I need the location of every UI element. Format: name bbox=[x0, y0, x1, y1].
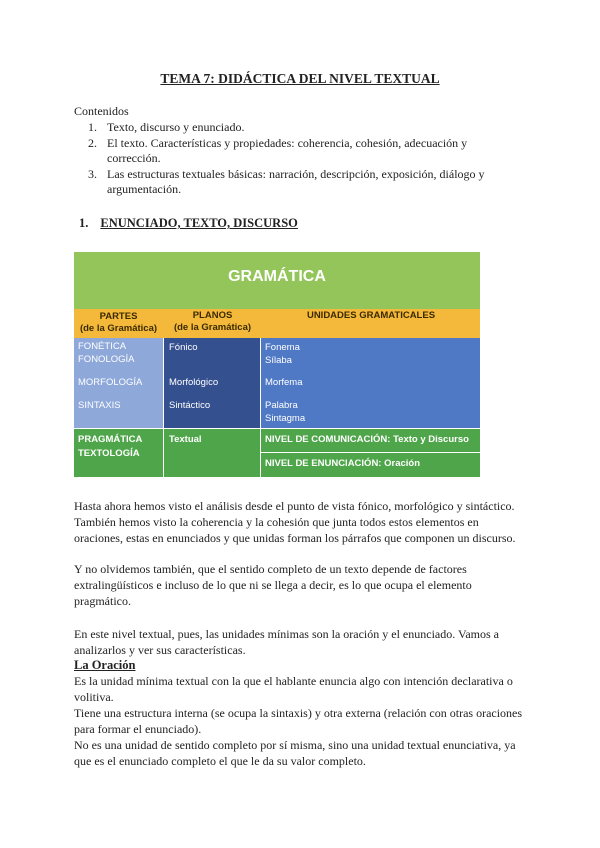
contents-item-number: 3. bbox=[88, 167, 97, 181]
header-planes-sub: (de la Gramática) bbox=[173, 322, 252, 333]
contents-item bbox=[88, 120, 518, 135]
paragraph: Y no olvidemos también, que el sentido completo de un texto depende de factores extralingüísticos e incluso de lo que ni se llega a decir, es lo que ocupa el elemento pragmático. bbox=[74, 562, 472, 608]
header-planes bbox=[165, 310, 260, 334]
part-fonetica: FONÉTICA bbox=[78, 341, 127, 352]
header-parts-sub: (de la Gramática) bbox=[79, 323, 158, 334]
contents-item-text: Las estructuras textuales básicas: narración, descripción, exposición, diálogo y argumentación. bbox=[107, 167, 485, 196]
level-enunciation: NIVEL DE ENUNCIACIÓN: Oración bbox=[265, 458, 421, 469]
section-number: 1. bbox=[79, 216, 89, 230]
header-parts-label: PARTES bbox=[99, 311, 138, 322]
section-heading bbox=[79, 216, 298, 231]
paragraph: Hasta ahora hemos visto el análisis desde el punto de vista fónico, morfológico y sintáctico. También hemos visto la coherencia y la cohesión que junta todos estos elementos en oraciones, estas en enunciados y que unidas forman los párrafos que componen un discurso. bbox=[74, 499, 516, 545]
contents-item-number: 2. bbox=[88, 136, 97, 150]
unit-morfema: Morfema bbox=[265, 377, 303, 388]
paragraph: En este nivel textual, pues, las unidades mínimas son la oración y el enunciado. Vamos a analizarlos y ver sus características. bbox=[74, 627, 500, 657]
grammar-table bbox=[74, 252, 480, 477]
parts-cell bbox=[74, 338, 163, 428]
part-textologia: TEXTOLOGÍA bbox=[78, 448, 140, 459]
textual-plane-cell bbox=[164, 429, 260, 477]
contents-item-text: El texto. Características y propiedades: coherencia, cohesión, adecuación y corrección. bbox=[107, 136, 468, 165]
section-title: ENUNCIADO, TEXTO, DISCURSO bbox=[100, 216, 298, 230]
part-fonologia: FONOLOGÍA bbox=[78, 354, 135, 365]
units-cell bbox=[261, 338, 480, 428]
header-planes-label: PLANOS bbox=[192, 310, 233, 321]
contents-item bbox=[88, 167, 518, 197]
page-title: TEMA 7: DIDÁCTICA DEL NIVEL TEXTUAL bbox=[160, 71, 440, 86]
enunciation-level-cell bbox=[261, 453, 480, 477]
paragraph: No es una unidad de sentido completo por sí misma, sino una unidad textual enunciativa, ya que es el enunciado completo el que le da su valor completo. bbox=[74, 738, 516, 768]
contents-item bbox=[88, 136, 518, 166]
unit-sintagma: Sintagma bbox=[265, 413, 306, 424]
contents-list bbox=[88, 120, 518, 198]
contents-label: Contenidos bbox=[74, 104, 129, 118]
planes-cell bbox=[164, 338, 260, 428]
subheading-oracion: La Oración bbox=[74, 658, 136, 672]
level-communication: NIVEL DE COMUNICACIÓN: Texto y Discurso bbox=[265, 434, 469, 445]
part-pragmatica: PRAGMÁTICA bbox=[78, 434, 143, 445]
paragraph: Tiene una estructura interna (se ocupa la sintaxis) y otra externa (relación con otras oraciones para formar el enunciado). bbox=[74, 706, 523, 736]
unit-palabra: Palabra bbox=[265, 400, 298, 411]
grammar-table-title: GRAMÁTICA bbox=[74, 252, 480, 309]
plane-textual: Textual bbox=[169, 434, 202, 445]
grammar-table-header-row bbox=[74, 309, 480, 338]
part-sintaxis: SINTAXIS bbox=[78, 400, 121, 411]
contents-item-number: 1. bbox=[88, 120, 97, 134]
header-units: UNIDADES GRAMATICALES bbox=[306, 310, 436, 321]
header-parts bbox=[74, 311, 163, 335]
unit-fonema: Fonema bbox=[265, 342, 300, 353]
contents-item-text: Texto, discurso y enunciado. bbox=[107, 120, 245, 134]
paragraph: Es la unidad mínima textual con la que el hablante enuncia algo con intención declarativa o volitiva. bbox=[74, 674, 513, 704]
unit-silaba: Sílaba bbox=[265, 355, 292, 366]
communication-level-cell bbox=[261, 429, 480, 452]
pragmatics-cell bbox=[74, 429, 163, 477]
plane-fonico: Fónico bbox=[169, 342, 198, 353]
plane-morfologico: Morfológico bbox=[169, 377, 219, 388]
part-morfologia: MORFOLOGÍA bbox=[78, 377, 143, 388]
plane-sintactico: Sintáctico bbox=[169, 400, 211, 411]
